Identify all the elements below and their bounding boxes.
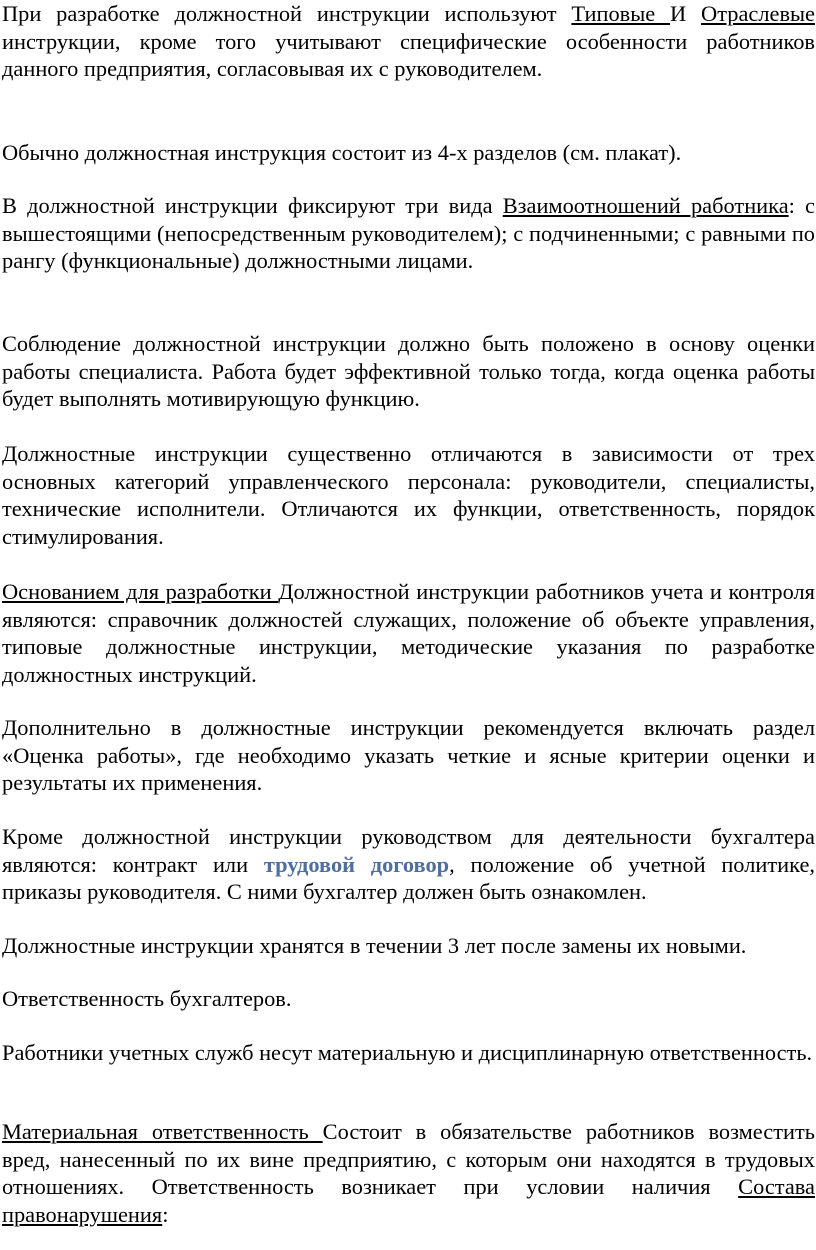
paragraph-liability-types: Работники учетных служб несут материальную и дисциплинарную ответственность. [2, 1040, 813, 1065]
offense-composition-link[interactable]: Состава правонарушения [2, 1174, 815, 1227]
employment-contract-link[interactable]: трудовой договор [263, 851, 450, 877]
paragraph-text: : [162, 1201, 169, 1227]
paragraph-text: В должностной инструкции фиксируют три вида [2, 193, 503, 218]
paragraph-evaluation: Дополнительно в должностные инструкции рекомендуется включать раздел «Оценка работы», где необходимо указать четкие и ясные критерии оценки и результаты их применения. [2, 715, 815, 796]
employee-relationships-link[interactable]: Взаимоотношений работника [502, 193, 789, 218]
typical-instructions-link[interactable]: Типовые [571, 1, 671, 26]
material-liability-link[interactable]: Материальная ответственность [2, 1119, 323, 1144]
paragraph-text: Должностной инструкции работников учета и контроля являются: справочник должностей служащих, положение об объекте управления, типовые должностные инструкции, методические указания по разработке должностных инструкций. [2, 579, 815, 687]
paragraph-text: И [670, 1, 702, 26]
paragraph-basis [2, 578, 815, 688]
paragraph-text: Кроме должностной инструкции руководством для деятельности бухгалтера являются: контракт или [2, 824, 815, 877]
paragraph-text: инструкции, кроме того учитывают специфические особенности работников данного предприятия, согласовывая их с руководителем. [2, 28, 815, 82]
paragraph-development-of-instruction [2, 0, 815, 83]
paragraph-text: : с вышестоящими (непосредственным руководителем); с подчиненными; с равными по рангу (функциональные) должностными лицами. [2, 193, 815, 274]
paragraph-material-liability [2, 1118, 815, 1228]
paragraph-storage: Должностные инструкции хранятся в течении 3 лет после замены их новыми. [2, 933, 747, 958]
paragraph-text: , положение об учетной политике, приказы руководителя. С ними бухгалтер должен быть ознакомлен. [2, 851, 815, 905]
paragraph-relationships [2, 192, 815, 275]
basis-for-development-link[interactable]: Основанием для разработки [2, 579, 279, 604]
paragraph-categories: Должностные инструкции существенно отличаются в зависимости от трех основных категорий управленческого персонала: руководители, специалисты, технические исполнители. Отличаются их функции, ответственность, порядок стимулирования. [2, 441, 815, 549]
paragraph-sections: Обычно должностная инструкция состоит из 4-х разделов (см. плакат). [2, 140, 682, 165]
industry-instructions-link[interactable]: Отраслевые [701, 1, 815, 26]
section-heading-responsibility: Ответственность бухгалтеров. [2, 986, 292, 1011]
paragraph-compliance: Соблюдение должностной инструкции должно быть положено в основу оценки работы специалиста. Работа будет эффективной только тогда, когда оценка работы будет выполнять мотивирующую функцию. [2, 331, 815, 412]
paragraph-text: При разработке должностной инструкции используют [2, 1, 572, 26]
paragraph-guidance [2, 823, 815, 906]
paragraph-text: Состоит в обязательстве работников возместить вред, нанесенный по их вине предприятию, с которым они находятся в трудовых отношениях. Ответственность возникает при условии наличия [2, 1119, 815, 1200]
